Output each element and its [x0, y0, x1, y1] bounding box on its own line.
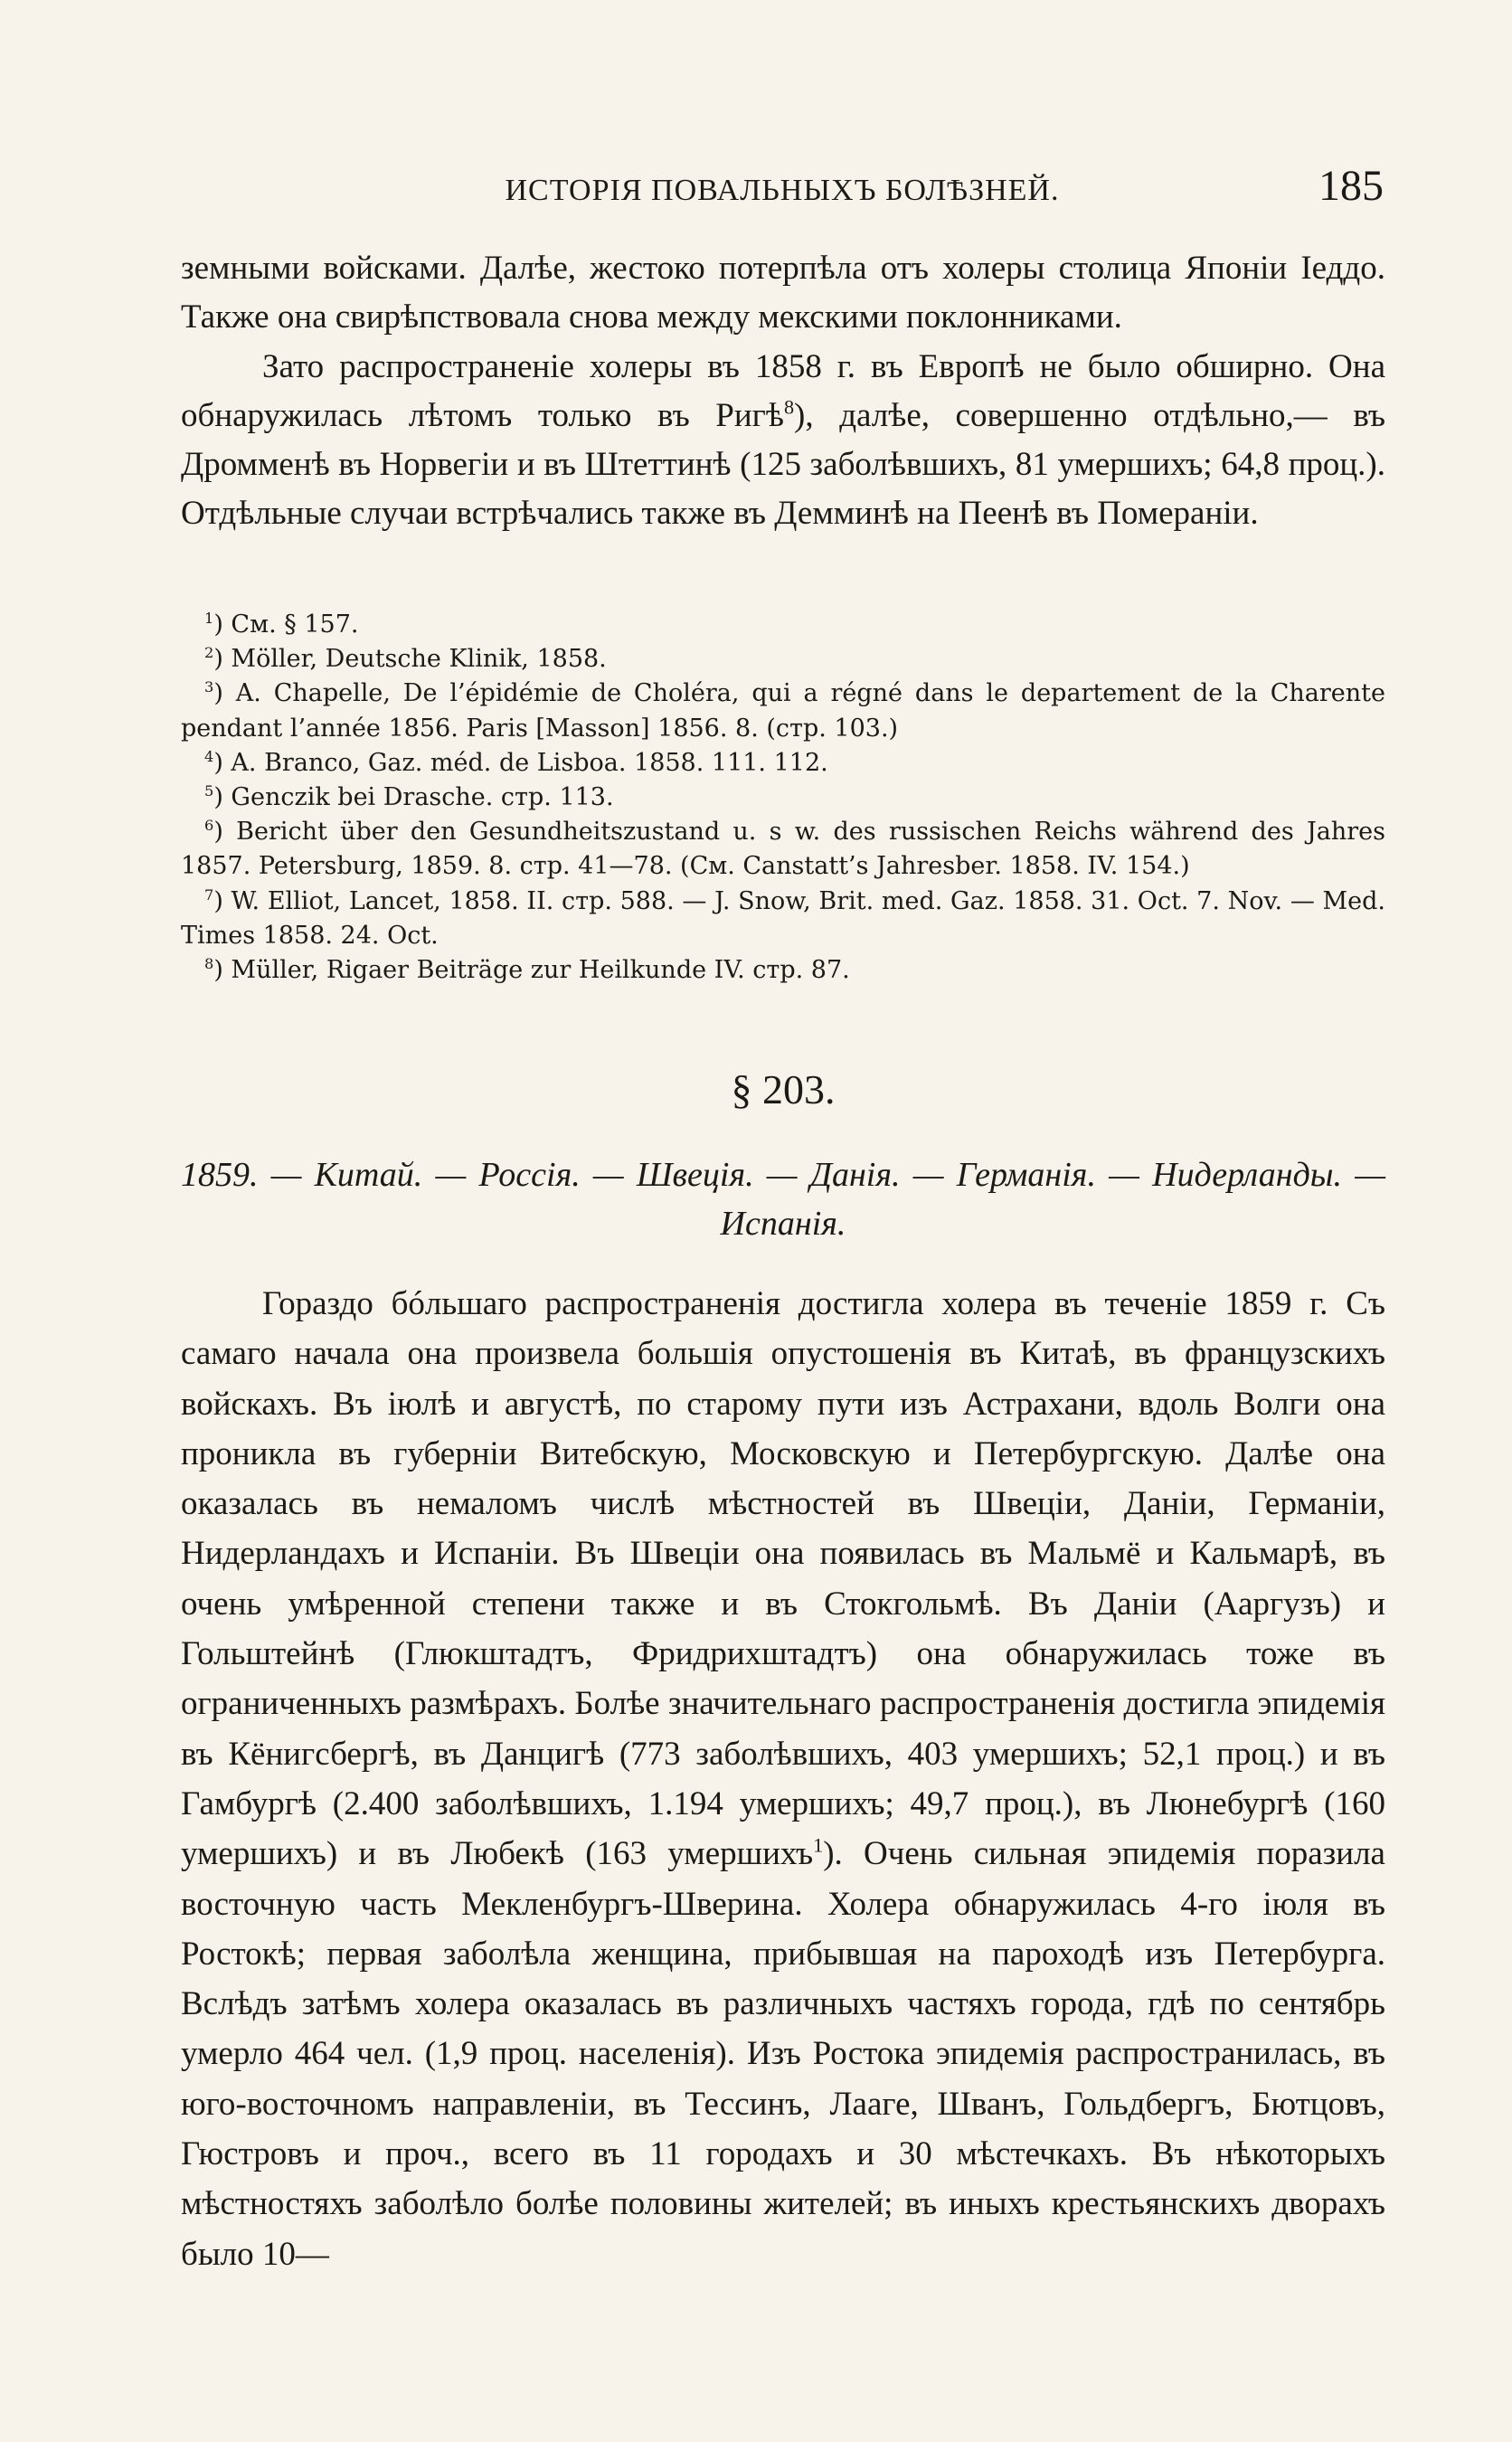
footnote: [181, 608, 1385, 642]
paragraph-1859-part-2: ). Очень сильная эпидемія поразила восточную часть Мекленбургъ-Шверина. Холера обнаружилась 4-го іюля въ Ростокѣ; первая заболѣла женщина, прибывшая на пароходѣ изъ Петербурга. Вслѣдъ затѣмъ холера оказалась въ различныхъ частяхъ города, гдѣ по сентябрь умерло 464 чел. (1,9 проц. населенія). Изъ Ростока эпидемія распространилась, въ юго-восточномъ направленіи, въ Тессинъ, Лааге, Шванъ, Гольдбергъ, Бютцовъ, Гюстровъ и проч., всего въ 11 городахъ и 30 мѣстечкахъ. Въ нѣкоторыхъ мѣстностяхъ заболѣло болѣе половины жителей; въ иныхъ крестьянскихъ дворахъ было 10—: [181, 1835, 1385, 2273]
paragraph-1858-part-2: ), далѣе, совершенно отдѣльно,— въ Дромменѣ въ Норвегіи и въ Штеттинѣ (125 заболѣвшихъ, 81 умершихъ; 64,8 проц.). Отдѣльные случаи встрѣчались также въ Демминѣ на Пеенѣ въ Помераніи.: [181, 396, 1385, 533]
section-subtitle: 1859. — Китай. — Россія. — Швеція. — Данія. — Германія. — Нидерланды. — Испанія.: [181, 1156, 1385, 1243]
footnote-ref-8: 8: [783, 395, 795, 419]
footnote-text: ) W. Elliot, Lancet, 1858. II. стр. 588. — J. Snow, Brit. med. Gaz. 1858. 31. Oct. 7. Nov. — Med. Times 1858. 24. Oct.: [181, 886, 1385, 950]
footnote: [181, 885, 1385, 953]
paragraph-1859: [181, 1279, 1385, 2279]
footnote: [181, 815, 1385, 884]
footnote: [181, 781, 1385, 815]
footnote: [181, 953, 1385, 988]
page-header: [181, 161, 1384, 215]
footnote-marker: 8: [204, 955, 214, 973]
section-body: [181, 1279, 1385, 2279]
footnote-ref-1: 1: [813, 1833, 824, 1857]
footnote-marker: 1: [204, 610, 214, 627]
footnote-marker: 6: [204, 817, 214, 835]
running-title: ИСТОРІЯ ПОВАЛЬНЫХЪ БОЛѢЗНЕЙ.: [505, 174, 1060, 207]
footnote-marker: 3: [204, 678, 214, 696]
footnote: [181, 677, 1385, 745]
footnote: [181, 642, 1385, 677]
top-text: [181, 244, 1385, 539]
paragraph-1858-part-1: Зато распространеніе холеры въ 1858 г. въ Европѣ не было обширно. Она обнаружилась лѣтомъ только въ Ригѣ: [181, 347, 1385, 434]
footnote-text: ) Genczik bei Drasche. стр. 113.: [213, 783, 614, 812]
footnote-text: ) A. Branco, Gaz. méd. de Lisboa. 1858. 111. 112.: [213, 748, 828, 777]
footnote-marker: 5: [204, 782, 214, 800]
footnote: [181, 746, 1385, 781]
footnote-marker: 4: [204, 747, 214, 765]
footnote-marker: 2: [204, 644, 214, 662]
footnote-text: ) Müller, Rigaer Beiträge zur Heilkunde IV. стр. 87.: [213, 956, 850, 985]
continued-paragraph: земными войсками. Далѣе, жестоко потерпѣла отъ холеры столица Японіи Іеддо. Также она свирѣпствовала снова между мекскими поклонниками.: [181, 250, 1385, 336]
footnote-text: ) Bericht über den Gesundheitszustand u. s w. des russischen Reichs während des Jahres 1857. Petersburg, 1859. 8. стр. 41—78. (См. Canstatt’s Jahresber. 1858. IV. 154.): [181, 818, 1385, 881]
footnotes: [181, 608, 1385, 988]
footnote-text: ) Möller, Deutsche Klinik, 1858.: [213, 645, 607, 674]
paragraph-1859-part-1: Гораздо бóльшаго распространенія достигла холера въ теченіе 1859 г. Съ самаго начала она произвела большія опустошенія въ Китаѣ, въ французскихъ войскахъ. Въ іюлѣ и августѣ, по старому пути изъ Астрахани, вдоль Волги она проникла въ губерніи Витебскую, Московскую и Петербургскую. Далѣе она оказалась въ немаломъ числѣ мѣстностей въ Швеціи, Даніи, Германіи, Нидерландахъ и Испаніи. Въ Швеціи она появилась въ Мальмё и Кальмарѣ, въ очень умѣренной степени также и въ Стокгольмѣ. Въ Даніи (Ааргузъ) и Гольштейнѣ (Глюкштадтъ, Фридрихштадтъ) она обнаружилась тоже въ ограниченныхъ размѣрахъ. Болѣе значительнаго распространенія достигла эпидемія въ Кёнигсбергѣ, въ Данцигѣ (773 заболѣвшихъ, 403 умершихъ; 52,1 проц.) и въ Гамбургѣ (2.400 заболѣвшихъ, 1.194 умершихъ; 49,7 проц.), въ Люнебургѣ (160 умершихъ) и въ Любекѣ (163 умершихъ: [181, 1285, 1385, 1873]
footnote-text: ) A. Chapelle, De l’épidémie de Choléra, qui a régné dans le departement de la Charente pendant l’année 1856. Paris [Masson] 1856. 8. (стр. 103.): [181, 679, 1385, 743]
paragraph-1858: [181, 343, 1385, 539]
footnote-marker: 7: [204, 885, 214, 904]
footnote-text: ) См. § 157.: [213, 610, 359, 639]
page-number: 185: [1318, 162, 1384, 210]
section-heading: § 203.: [731, 1066, 836, 1112]
